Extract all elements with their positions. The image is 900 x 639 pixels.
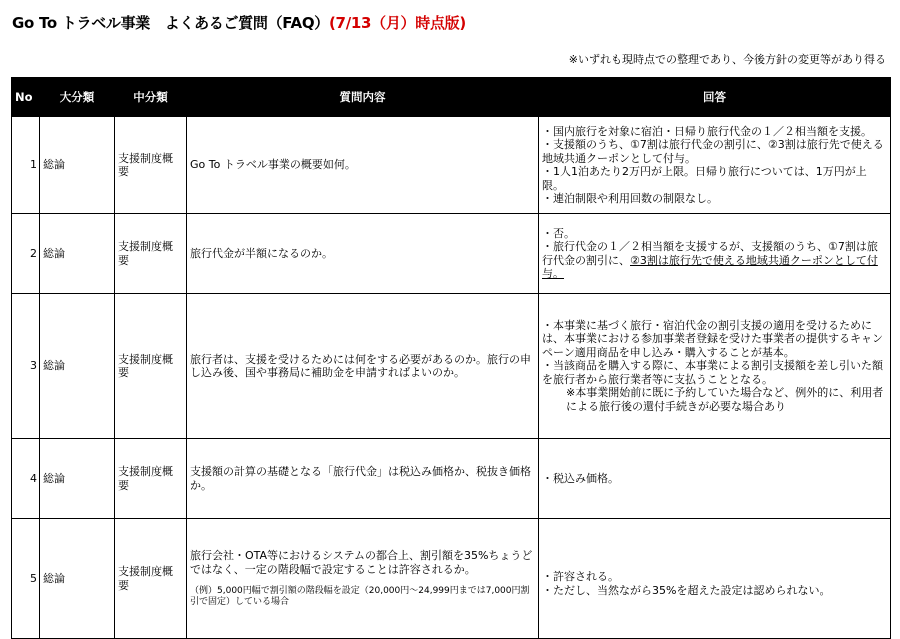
answer-line: ・1人1泊あたり2万円が上限。日帰り旅行については、1万円が上限。: [542, 165, 867, 192]
answer-line: ・当該商品を購入する際に、本事業による割引支援額を差し引いた額を旅行者から旅行業者等に支払うこととなる。: [542, 359, 883, 386]
table-row: [12, 117, 891, 214]
row-category: 総論: [40, 519, 115, 639]
row-no: 3: [12, 294, 40, 439]
answer-line: ・支援額のうち、①7割は旅行代金の割引に、②3割は旅行先で使える地域共通クーポンとして付与。: [542, 138, 884, 165]
question-example: （例）5,000円幅で割引額の階段幅を設定（20,000円～24,999円までは7,000円割引で固定）している場合: [190, 586, 530, 607]
row-no: 2: [12, 214, 40, 294]
row-subcategory: 支援制度概要: [115, 117, 187, 214]
header-question: 質問内容: [187, 78, 539, 117]
row-subcategory: 支援制度概要: [115, 294, 187, 439]
table-row: [12, 519, 891, 639]
header-no: No: [12, 78, 40, 117]
header-category: 大分類: [40, 78, 115, 117]
row-no: 1: [12, 117, 40, 214]
answer-line: ・国内旅行を対象に宿泊・日帰り旅行代金の１／２相当額を支援。: [542, 124, 872, 138]
header-answer: 回答: [539, 78, 891, 117]
row-subcategory: 支援制度概要: [115, 439, 187, 519]
answer-line: ・否。: [542, 226, 575, 240]
row-answer: [539, 214, 891, 294]
row-category: 総論: [40, 294, 115, 439]
row-answer: [539, 439, 891, 519]
row-answer: [539, 294, 891, 439]
header-subcategory: 中分類: [115, 78, 187, 117]
answer-line: ・許容される。: [542, 570, 619, 583]
answer-note: [542, 386, 887, 413]
row-category: 総論: [40, 214, 115, 294]
answer-line: ・ただし、当然ながら35%を超えた設定は認められない。: [542, 583, 831, 597]
title-main: Go To トラベル事業 よくあるご質問（FAQ）: [12, 14, 329, 32]
answer-note-text: ※本事業開始前に既に予約していた場合など、例外的に、利用者による旅行後の還付手続きが必要な場合あり: [566, 386, 884, 413]
title-date: (7/13（月）時点版): [329, 14, 466, 32]
page-title: [12, 12, 466, 33]
row-no: 5: [12, 519, 40, 639]
row-category: 総論: [40, 117, 115, 214]
disclaimer-note: ※いずれも現時点での整理であり、今後方針の変更等があり得る: [568, 53, 886, 66]
row-question: 旅行代金が半額になるのか。: [187, 214, 539, 294]
table-row: [12, 214, 891, 294]
row-question: Go To トラベル事業の概要如何。: [187, 117, 539, 214]
table-header-row: [12, 78, 891, 117]
row-answer: [539, 519, 891, 639]
row-answer: [539, 117, 891, 214]
row-no: 4: [12, 439, 40, 519]
answer-line: ・本事業に基づく旅行・宿泊代金の割引支援の適用を受けるためには、本事業における参加事業者登録を受けた事業者の提供するキャンペーン適用商品を申し込み・購入することが基本。: [542, 318, 883, 359]
table-row: [12, 294, 891, 439]
answer-underlined-text: ②3割は旅行先で使える地域共通クーポンとして付与。: [542, 253, 878, 280]
row-question: 旅行者は、支援を受けるためには何をする必要があるのか。旅行の申し込み後、国や事務局に補助金を申請すればよいのか。: [187, 294, 539, 439]
answer-line: [542, 240, 887, 281]
question-text: 旅行会社・OTA等におけるシステムの都合上、割引額を35%ちょうどではなく、一定の階段幅で設定することは許容されるか。: [190, 549, 533, 576]
table-row: [12, 439, 891, 519]
row-question: 支援額の計算の基礎となる「旅行代金」は税込み価格か、税抜き価格か。: [187, 439, 539, 519]
answer-text: ・旅行代金の１／２相当額を支援するが、支援額のうち、①7割は旅行代金の割引に、: [542, 240, 878, 267]
row-question: [187, 519, 539, 639]
answer-line: ・連泊制限や利用回数の制限なし。: [542, 192, 718, 205]
answer-line: ・税込み価格。: [542, 471, 619, 485]
row-category: 総論: [40, 439, 115, 519]
row-subcategory: 支援制度概要: [115, 519, 187, 639]
row-subcategory: 支援制度概要: [115, 214, 187, 294]
faq-table: [11, 77, 891, 639]
